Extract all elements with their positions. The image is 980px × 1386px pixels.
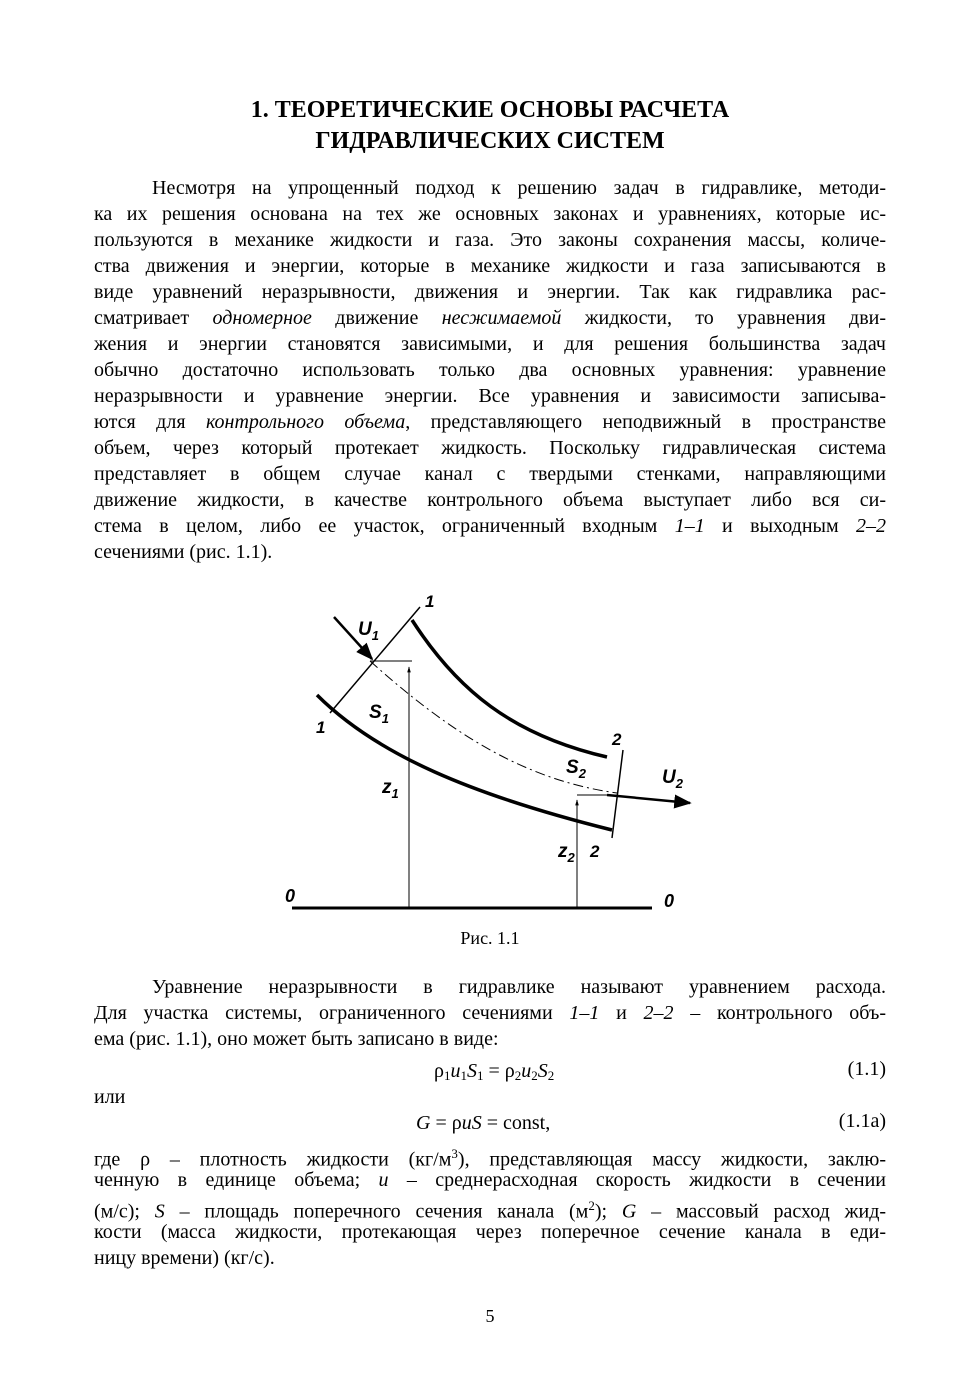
text-line: Для участка системы, ограниченного сечениями 1–1 и 2–2 – контрольного объ- [94,1002,886,1024]
text-line: Несмотря на упрощенный подход к решению задач в гидравлике, методи- [152,177,886,199]
channel-flow-figure [272,585,712,930]
italic-term: несжимаемой [441,307,562,329]
equation-number-1-1a: (1.1а) [838,1110,886,1132]
or-word: или [94,1086,126,1108]
outlet-arrow [607,795,690,803]
intro-paragraph [94,175,886,565]
text-line: ницу времени) (кг/с). [94,1247,275,1269]
text-line: сматривает одномерное движение несжимаемой жидкости, то уравнения дви- [94,307,886,329]
text-line: неразрывности и уравнение энергии. Все уравнения и зависимости записыва- [94,385,886,407]
z1-label: $z_1$ [382,777,399,801]
text-line: представляет в общем случае канал с твердыми стенками, направляющими [94,463,886,485]
u2-label: $U_2$ [662,767,683,791]
datum-left-label: 0 [285,886,296,906]
text-line: ются для контрольного объема, представляющего неподвижный в пространстве [94,411,886,433]
text-line: объем, через который протекает жидкость. Поскольку гидравлическая система [94,437,886,459]
u1-label: $U_1$ [358,619,379,643]
equation-number-1-1: (1.1) [847,1058,886,1080]
equation-1-1a: G = ρuS = const, [416,1112,551,1134]
section-1-line [330,607,420,713]
text-line: (м/с); S – площадь поперечного сечения канала $(м^2)$; G – массовый расход жид- [94,1198,887,1223]
continuity-paragraph [94,974,886,1052]
text-line: жения и энергии становятся зависимыми, и для решения большинства задач [94,333,886,355]
text-line: сечениями (рис. 1.1). [94,541,273,563]
datum-right-label: 0 [664,891,675,911]
s2-label: $S_2$ [566,757,586,781]
text-line: Уравнение неразрывности в гидравлике называют уравнением расхода. [152,976,886,998]
text-line: виде уравнений неразрывности, движения и энергии. Так как гидравлика рас- [94,281,886,303]
section-title-line1: 1. ТЕОРЕТИЧЕСКИЕ ОСНОВЫ РАСЧЕТА [250,97,730,123]
section-title-line2: ГИДРАВЛИЧЕСКИХ СИСТЕМ [315,128,665,154]
text-line: ства движения и энергии, которые в механике жидкости и газа записываются в [94,255,886,277]
text-line: движение жидкости, в качестве контрольного объема выступает либо вся си- [94,489,886,511]
text-line: ема (рис. 1.1), оно может быть записано в виде: [94,1028,499,1050]
upper-wall [412,620,607,757]
sec2-bot-label: 2 [590,842,600,861]
page-number: 5 [485,1306,495,1326]
sec1-bot-label: 1 [316,718,326,737]
text-line: где ρ – плотность жидкости $(кг/м^3)$, представляющая массу жидкости, заклю- [94,1146,886,1171]
s1-label: $S_1$ [369,702,389,726]
text-line: стема в целом, либо ее участок, ограниченный входным 1–1 и выходным 2–2 [94,515,886,537]
definitions-paragraph [94,1141,886,1271]
italic-term: контрольного объема [205,411,406,433]
italic-term: одномерное [212,307,312,329]
sec1-top-label: 1 [425,592,435,611]
figure-caption: Рис. 1.1 [460,928,520,948]
text-line: пользуются в механике жидкости и газа. Это законы сохранения массы, количе- [94,229,886,251]
z2-label: $z_2$ [558,841,575,865]
text-line: ка их решения основана на тех же основных законах и уравнениях, которые ис- [94,203,886,225]
sec2-top-label: 2 [612,730,622,749]
equation-1-1: $\rho_1u_1S_1 = \rho_2u_2S_2$ [434,1060,555,1083]
text-line: кости (масса жидкости, протекающая через поперечное сечение канала в еди- [94,1221,886,1243]
text-line: обычно достаточно использовать только два основных уравнения: уравнение [94,359,886,381]
section-2-line [612,750,623,838]
text-line: ченную в единице объема; u – среднерасходная скорость жидкости в сечении [94,1169,886,1191]
